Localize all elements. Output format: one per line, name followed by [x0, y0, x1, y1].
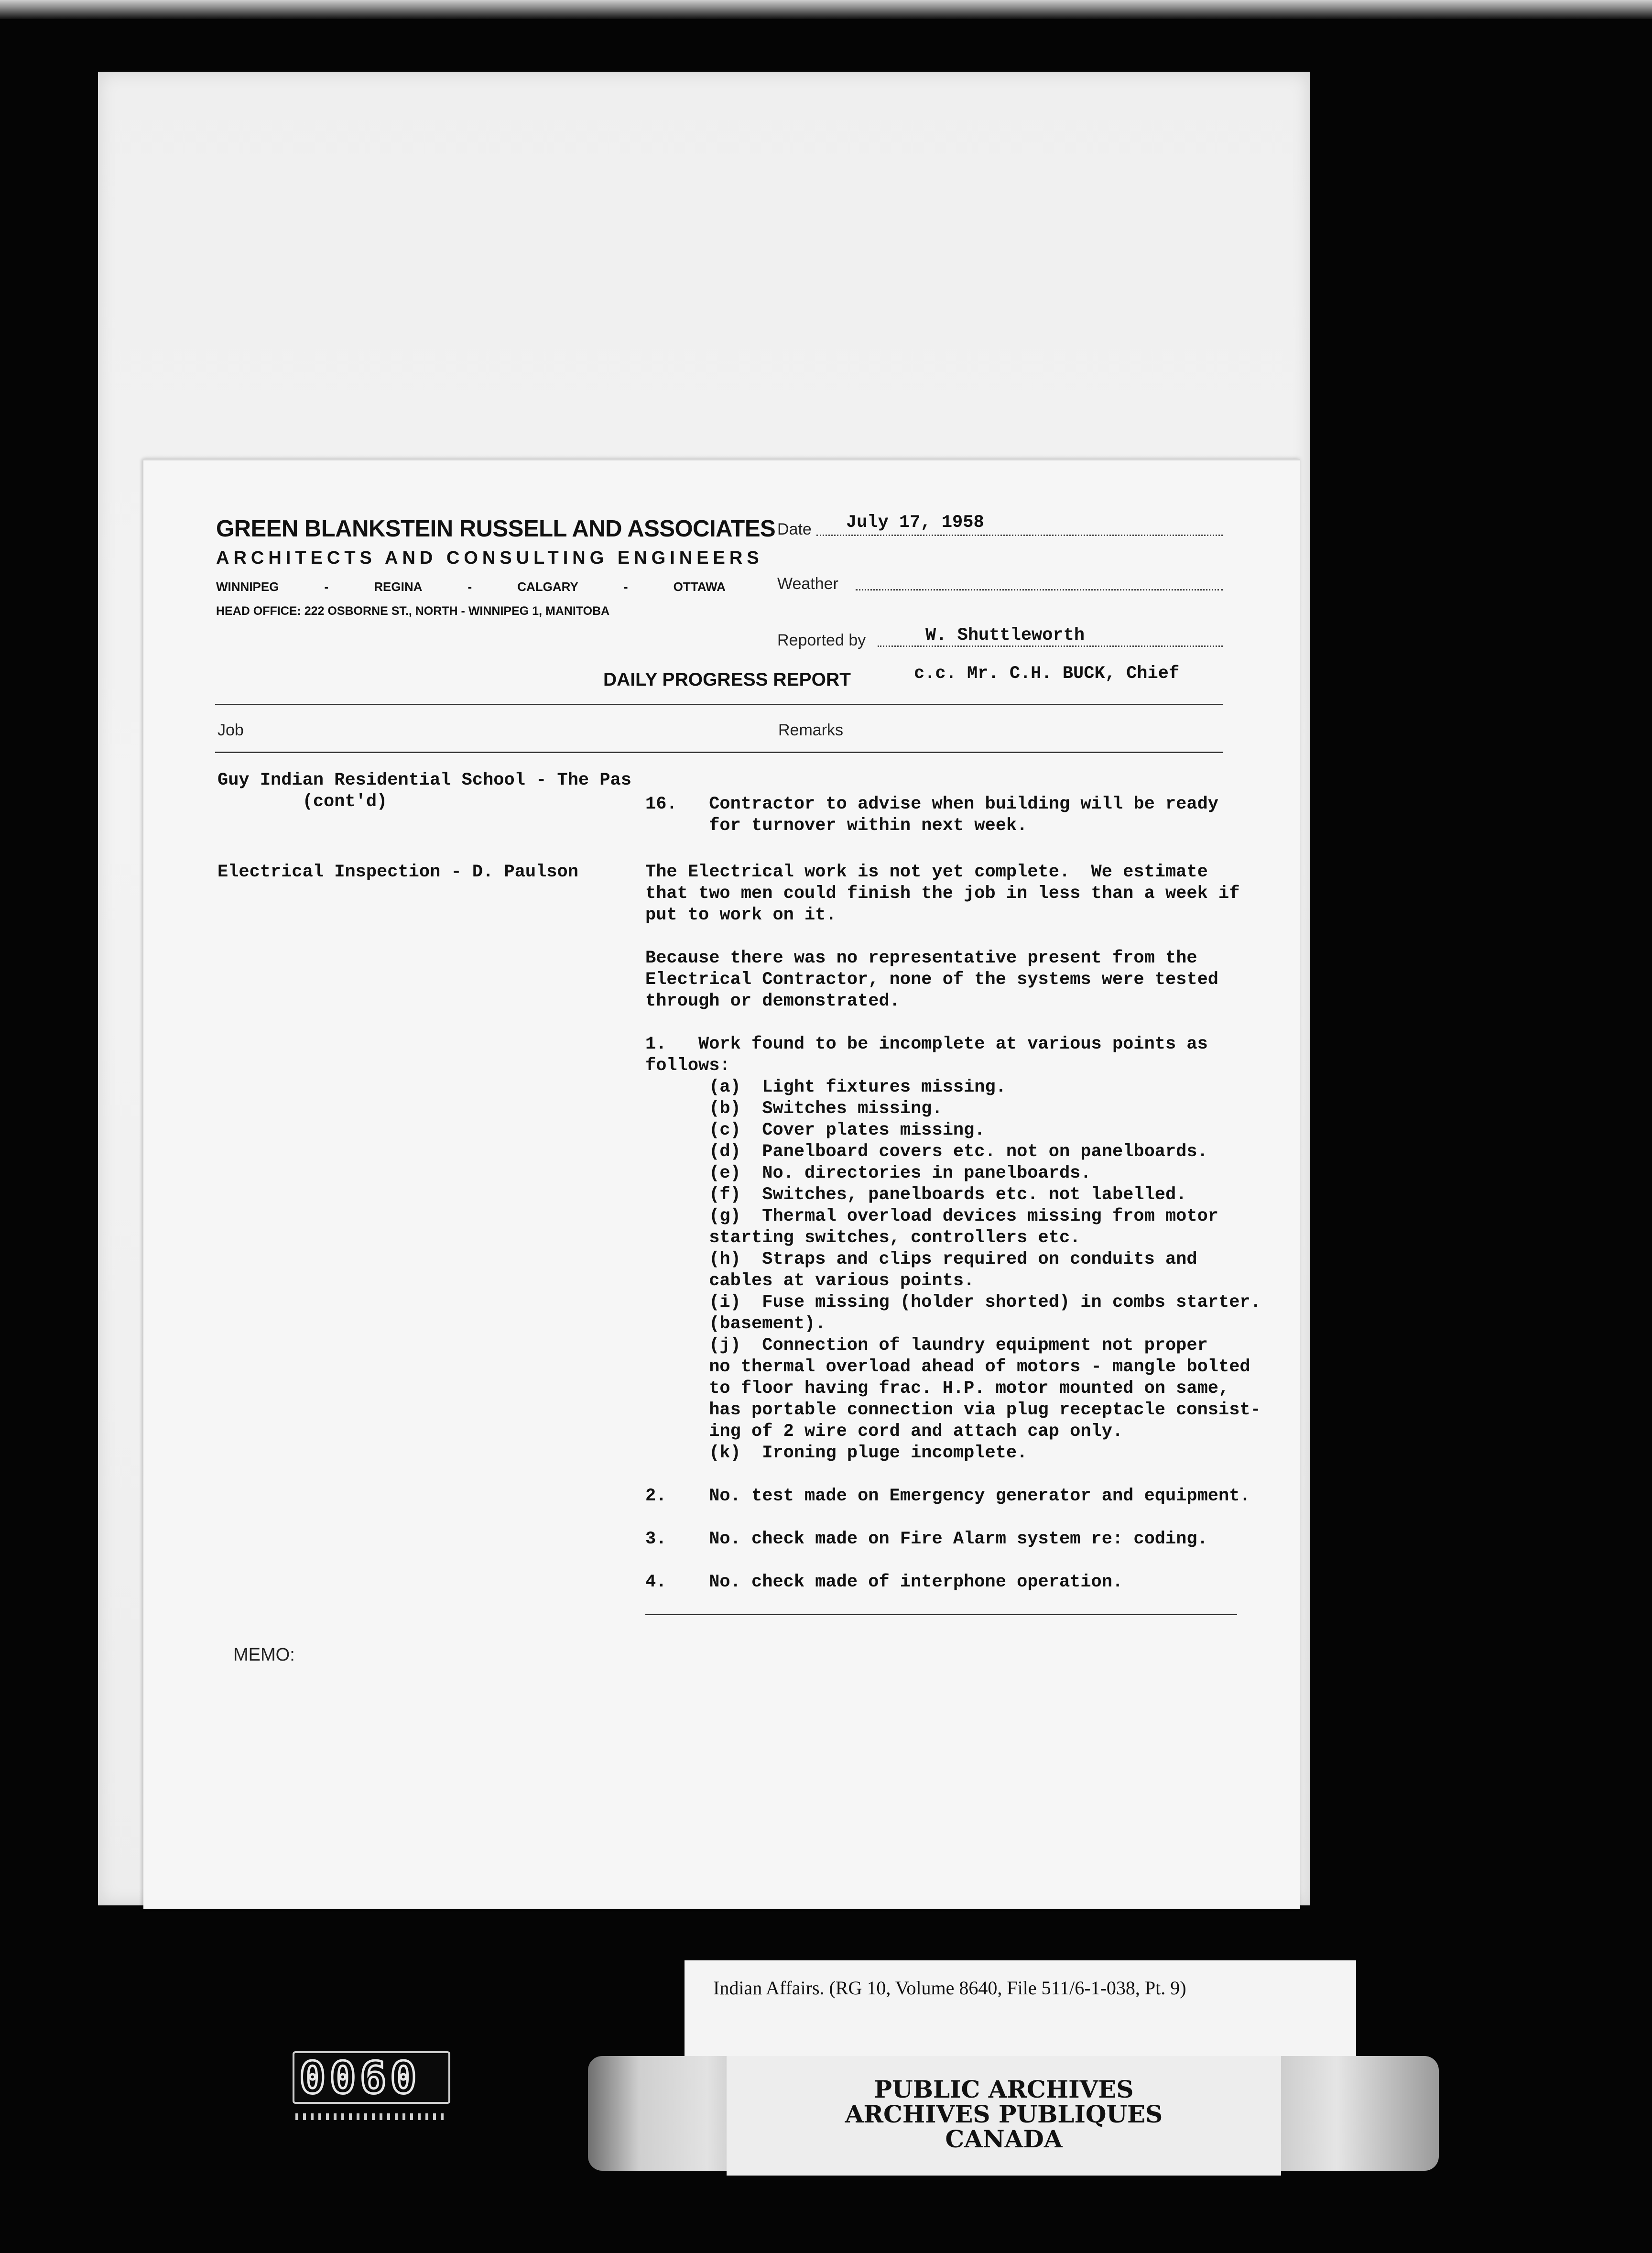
frame-counter: [293, 2051, 450, 2104]
head-office-address: HEAD OFFICE: 222 OSBORNE ST., NORTH - WINNIPEG 1, MANITOBA: [216, 604, 610, 618]
weather-line: [856, 589, 1223, 591]
company-subtitle: ARCHITECTS AND CONSULTING ENGINEERS: [216, 548, 763, 568]
frame-counter-digits: 0060: [299, 2052, 421, 2103]
entry-job: Electrical Inspection - D. Paulson: [217, 862, 578, 882]
report-title: DAILY PROGRESS REPORT: [603, 669, 851, 690]
archive-reference: Indian Affairs. (RG 10, Volume 8640, File 511/6-1-038, Pt. 9): [713, 1977, 1186, 1999]
stamp-line-2: ARCHIVES PUBLIQUES: [845, 2100, 1163, 2128]
office-cities: [216, 580, 726, 594]
frame-counter-ticks: [295, 2113, 448, 2120]
date-label: Date: [777, 520, 812, 538]
memo-label: MEMO:: [233, 1645, 295, 1665]
header-rule-bottom: [215, 752, 1223, 753]
city-winnipeg: WINNIPEG: [216, 580, 279, 594]
city-ottawa: OTTAWA: [673, 580, 726, 594]
company-name: GREEN BLANKSTEIN RUSSELL AND ASSOCIATES: [216, 516, 776, 542]
stamp-line-1: PUBLIC ARCHIVES: [874, 2075, 1134, 2103]
entry-remarks: The Electrical work is not yet complete. We estimate that two men could finish the job in less than a week if put to work on it. Because there was no representative present from the Electrical Contractor, none of the systems were tested through or demonstrated. 1. Work found to be incomplete at various points as follows: (a) Light fixtures missing. (b) Switches missing. (c) Cover plates missing. (d) Panelboard covers etc. not on panelboards. (e) No. directories in panelboards. (f) Switches, panelboards etc. not labelled. (g) Thermal overload devices missing from motor starting switches, controllers etc. (h) Straps and clips required on conduits and cables at various points. (i) Fuse missing (holder shorted) in combs starter. (basement). (j) Connection of laundry equipment not proper no thermal overload ahead of motors - mangle bolted to floor having frac. H.P. motor mounted on same, has portable connection via plug receptacle consist- ing of 2 wire cord and attach cap only. (k) Ironing pluge incomplete. 2. No. test made on Emergency generator and equipment. 3. No. check made on Fire Alarm system re: coding. 4. No. check made of interphone operation.: [645, 862, 1261, 1592]
film-top-edge: [0, 0, 1652, 19]
city-separator: -: [467, 580, 472, 594]
header-rule-top: [215, 704, 1223, 705]
weather-label: Weather: [777, 575, 838, 593]
reported-by-value: W. Shuttleworth: [925, 625, 1085, 645]
job-column-header: Job: [217, 721, 244, 739]
city-regina: REGINA: [374, 580, 423, 594]
entry-remarks: 16. Contractor to advise when building will be ready for turnover within next week.: [645, 794, 1218, 836]
reported-by-label: Reported by: [777, 631, 866, 649]
remarks-column-header: Remarks: [778, 721, 844, 739]
city-separator: -: [623, 580, 628, 594]
stamp-line-3: CANADA: [945, 2125, 1063, 2153]
archive-stamp: [727, 2056, 1281, 2176]
city-separator: -: [324, 580, 329, 594]
entry-job: Guy Indian Residential School - The Pas (cont'd): [217, 770, 631, 812]
city-calgary: CALGARY: [517, 580, 578, 594]
date-value: July 17, 1958: [846, 513, 984, 533]
reported-by-line: [878, 645, 1223, 647]
cc-line: c.c. Mr. C.H. BUCK, Chief: [914, 664, 1180, 684]
remarks-end-rule: [645, 1614, 1237, 1615]
date-line: [816, 535, 1223, 536]
